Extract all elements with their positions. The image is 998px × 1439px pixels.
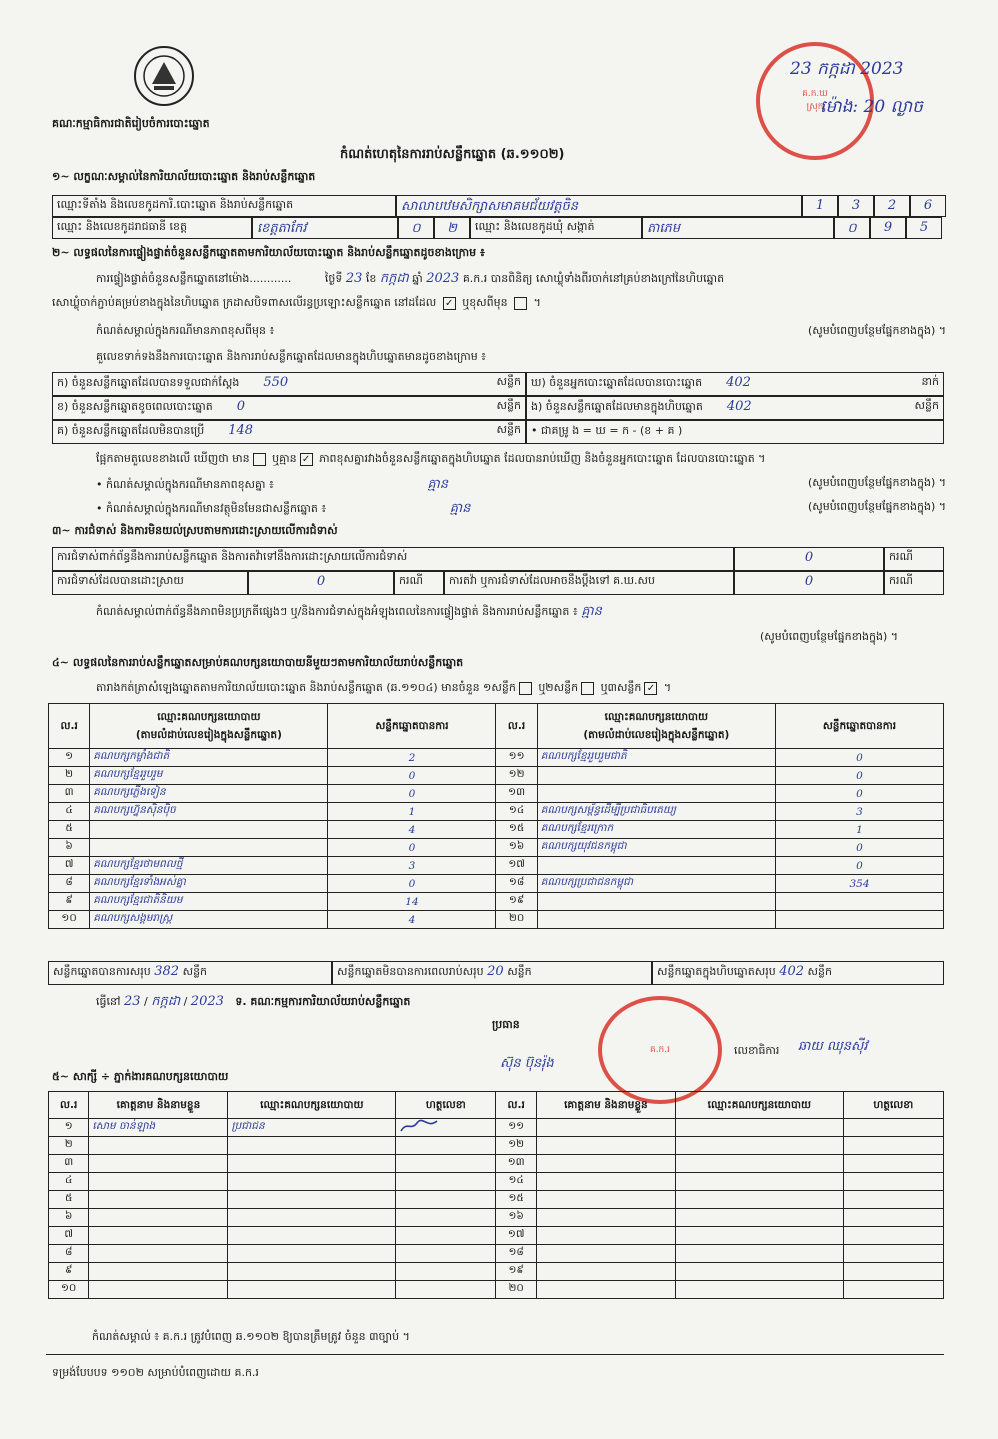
count-unit: សន្លឹក — [496, 375, 521, 388]
witness-signature — [843, 1119, 943, 1137]
party-name — [537, 911, 775, 929]
witness-party — [675, 1209, 843, 1227]
sub-intro: គួលេខទាក់ទងនឹងការបោះឆ្នោត និងការរាប់សន្លឹកឆ្នោតដែលមានក្នុងហិបឆ្នោតមានដូចខាងក្រោម ៖ — [96, 350, 487, 363]
objection-row1-value: 0 — [734, 547, 884, 571]
party-name: គណបក្សខ្មែរទាំងអស់គ្នា — [90, 875, 328, 893]
witness-name — [89, 1209, 228, 1227]
row-number: ១៦ — [496, 1209, 536, 1227]
witness-party — [675, 1191, 843, 1209]
witness-name — [536, 1155, 675, 1173]
party-votes: 0 — [775, 767, 943, 785]
witness-row — [49, 1137, 944, 1155]
witness-name — [89, 1155, 228, 1173]
footer-divider — [46, 1354, 944, 1355]
party-name — [90, 839, 328, 857]
witness-row — [49, 1209, 944, 1227]
row-number: ១៤ — [496, 1173, 536, 1191]
party-votes: 0 — [328, 767, 496, 785]
compare-line: ផ្អែកតាមតួលេខខាងលើ ឃើញថា មាន ឬគ្មាន ✓ ភាពខុសគ្នារវាងចំនួនសន្លឹកឆ្នោតក្នុងហិបឆ្នោត ដែលបានរាប់ឃើញ និងចំនួនអ្នកបោះឆ្នោត ដែលបានបោះឆ្នោត ។ — [96, 452, 766, 465]
objection-row1-unit: ករណី — [884, 547, 944, 571]
count-left-row-3 — [52, 420, 526, 444]
sheets-line: តារាងកត់ត្រាសំឡេងឆ្នោតតាមការិយាល័យបោះឆ្នោត និងរាប់សន្លឹកឆ្នោត (ឆ.១១០៤) មានចំនួន ១សន្លឹក ឬ២សន្លឹក ឬ៣សន្លឹក ✓ ។ — [96, 681, 672, 694]
party-votes: 0 — [328, 875, 496, 893]
province-code-digit-1: ០ — [398, 217, 434, 239]
witness-party — [228, 1155, 396, 1173]
done-line: ធ្វើនៅ 23 / កក្កដា / 2023 ទ. គណៈកម្មការការិយាល័យរាប់សន្លឹកឆ្នោត — [96, 994, 411, 1009]
place-value: សាលាបឋមសិក្សាសមាគមជ័យវត្តចិន — [396, 195, 802, 217]
party-votes: 0 — [328, 839, 496, 857]
witness-signature — [396, 1173, 496, 1191]
party-name: គណបក្សសម្ព័ន្ធដើម្បីប្រជាធិបតេយ្យ — [537, 803, 775, 821]
witness-row — [49, 1191, 944, 1209]
count-label: ក) ចំនួនសន្លឹកឆ្នោតដែលបានទទួលជាក់ស្តែង — [57, 376, 240, 389]
party-votes: 0 — [775, 785, 943, 803]
objection-row2b-value: 0 — [734, 571, 884, 595]
party-votes — [775, 911, 943, 929]
party-name: គណបក្សខ្មែររួបរួមជាតិ — [537, 749, 775, 767]
party-votes: 0 — [775, 749, 943, 767]
row-number: ៨ — [49, 1245, 89, 1263]
province-label: ឈ្មោះ និងលេខកូដរាជធានី ខេត្ត — [52, 217, 252, 239]
none-checkbox[interactable]: ✓ — [300, 453, 313, 466]
intro-line-1: ការផ្ទៀងផ្ទាត់ចំនួនសន្លឹកឆ្នោតនៅម៉ោង............ ថ្ងៃទី 23 ខែ កក្កដា ឆ្នាំ 2023 គ.ក.រ បានពិនិត្យ សោឃ្លុំទាំងពីរចាក់នៅគ្រប់ខាងក្រៅនៃហិបឆ្នោត — [96, 271, 725, 286]
party-votes: 354 — [775, 875, 943, 893]
objection-row2-value: 0 — [248, 571, 394, 595]
same-checkbox[interactable]: ✓ — [443, 297, 456, 310]
witness-signature — [396, 1191, 496, 1209]
section3-heading: ៣~ ការជំទាស់ និងការមិនយល់ស្របតាមការដោះស្រាយលើការជំទាស់ — [52, 524, 338, 537]
party-name: គណបក្សខ្មែររួបរួម — [90, 767, 328, 785]
witness-party — [228, 1227, 396, 1245]
witness-row — [49, 1227, 944, 1245]
row-number: ៤ — [49, 803, 90, 821]
row-number: ៥ — [49, 1191, 89, 1209]
w-col-sign-2: ហត្ថលេខា — [843, 1092, 943, 1119]
witness-party — [228, 1137, 396, 1155]
witness-signature — [843, 1281, 943, 1299]
province-value: ខេត្តតាកែវ — [252, 217, 398, 239]
col-no: ល.រ — [49, 704, 90, 749]
count-right-row-3 — [526, 420, 944, 444]
party-votes: 0 — [775, 857, 943, 875]
footer-note: កំណត់សម្គាល់ ៖ គ.ក.រ ត្រូវបំពេញ ឆ.១១០២ ឱ្យបានត្រឹមត្រូវ ចំនួន ៣ច្បាប់ ។ — [92, 1330, 410, 1343]
w-col-no: ល.រ — [49, 1092, 89, 1119]
witness-row — [49, 1263, 944, 1281]
party-votes: 1 — [775, 821, 943, 839]
witness-row — [49, 1119, 944, 1137]
vote-row — [49, 839, 944, 857]
count-value: 550 — [263, 375, 289, 390]
witness-party — [675, 1227, 843, 1245]
row-number: ៨ — [49, 875, 90, 893]
row-number: ៦ — [49, 839, 90, 857]
place-code-digit-2: 3 — [838, 195, 874, 217]
form-footer: ទម្រង់បែបបទ ១១០២ សម្រាប់បំពេញដោយ គ.ក.រ — [52, 1366, 259, 1379]
row-number: ៧ — [49, 1227, 89, 1245]
witness-signature — [396, 1119, 496, 1137]
bullet-2: • កំណត់សម្គាល់ក្នុងករណីមានវត្ថុមិនមែនជាសន្លឹកឆ្នោត ៖ គ្មាន (សូមបំពេញបន្ថែមផ្នែកខាងក្នុង) ។ — [96, 500, 946, 516]
vote-row — [49, 911, 944, 929]
witness-row — [49, 1173, 944, 1191]
witness-signature — [396, 1227, 496, 1245]
row-number: ១០ — [49, 1281, 89, 1299]
party-name — [537, 785, 775, 803]
row-number: ១៩ — [496, 1263, 536, 1281]
count-unit: សន្លឹក — [914, 399, 939, 412]
witness-party — [228, 1173, 396, 1191]
objection-row2-unit: ករណី — [394, 571, 444, 595]
vote-row — [49, 803, 944, 821]
received-stamp: គ.ក.ឃ ស្រុក — [756, 42, 874, 160]
count-unit: នាក់ — [921, 375, 939, 388]
w-col-party: ឈ្មោះគណបក្សនយោបាយ — [228, 1092, 396, 1119]
place-code-digit-3: 2 — [874, 195, 910, 217]
province-code-digit-2: ២ — [434, 217, 470, 239]
vote-row — [49, 857, 944, 875]
witness-party — [675, 1263, 843, 1281]
witness-signature — [843, 1263, 943, 1281]
party-name — [537, 767, 775, 785]
witness-name — [536, 1137, 675, 1155]
bullet-1: • កំណត់សម្គាល់ក្នុងករណីមានភាពខុសគ្នា ៖ គ្មាន (សូមបំពេញបន្ថែមផ្នែកខាងក្នុង) ។ — [96, 476, 946, 492]
commune-code-digit-3: 5 — [906, 217, 942, 239]
committee-name: គណៈកម្មាធិការជាតិរៀបចំការបោះឆ្នោត — [52, 117, 210, 130]
witness-name — [89, 1137, 228, 1155]
party-votes: 4 — [328, 821, 496, 839]
party-votes: 2 — [328, 749, 496, 767]
witness-name — [536, 1119, 675, 1137]
place-code-digit-1: 1 — [802, 195, 838, 217]
row-number: ១៨ — [496, 875, 537, 893]
has-checkbox[interactable] — [253, 453, 266, 466]
party-name: គណបក្សប្រជាជនកម្ពុជា — [537, 875, 775, 893]
party-votes: 0 — [328, 785, 496, 803]
col-votes-2: សន្លឹកឆ្នោតបានការ — [775, 704, 943, 749]
nec-emblem-icon — [132, 44, 196, 108]
vote-row — [49, 821, 944, 839]
form-title: កំណត់ហេតុនៃការរាប់សន្លឹកឆ្នោត (ឆ.១១០២) — [340, 147, 565, 162]
commune-label: ឈ្មោះ និងលេខកូដឃុំ សង្កាត់ — [470, 217, 642, 239]
vote-row — [49, 749, 944, 767]
row-number: ៣ — [49, 785, 90, 803]
count-label: គ) ចំនួនសន្លឹកឆ្នោតដែលមិនបានប្រើ — [57, 424, 205, 437]
note-diff: កំណត់សម្គាល់ក្នុងករណីមានភាពខុសពីមុន ៖ (សូមបំពេញបន្ថែមផ្នែកខាងក្នុង) ។ — [96, 324, 946, 337]
witness-party — [228, 1209, 396, 1227]
witness-signature — [396, 1155, 496, 1173]
witness-party — [675, 1173, 843, 1191]
row-number: ១៥ — [496, 1191, 536, 1209]
w-col-party-2: ឈ្មោះគណបក្សនយោបាយ — [675, 1092, 843, 1119]
row-number: ១ — [49, 1119, 89, 1137]
commune-code-digit-2: 9 — [870, 217, 906, 239]
party-votes: 3 — [775, 803, 943, 821]
witness-name — [536, 1173, 675, 1191]
party-name: គណបក្សភ្លើងទៀន — [90, 785, 328, 803]
col-votes: សន្លឹកឆ្នោតបានការ — [328, 704, 496, 749]
w-col-no-2: ល.រ — [496, 1092, 536, 1119]
witness-row — [49, 1281, 944, 1299]
party-votes: 14 — [328, 893, 496, 911]
count-label: ង) ចំនួនសន្លឹកឆ្នោតដែលមានក្នុងហិបឆ្នោត — [531, 400, 703, 413]
count-right-row-2 — [526, 396, 944, 420]
secretary-signature: ឆាយ ឈុនស៊ីវ — [798, 1039, 868, 1054]
witness-row — [49, 1155, 944, 1173]
witness-party — [675, 1137, 843, 1155]
witness-signature — [396, 1245, 496, 1263]
col-party-2: ឈ្មោះគណបក្សនយោបាយ (តាមលំដាប់លេខរៀងក្នុងសន្លឹកឆ្នោត) — [537, 704, 775, 749]
party-name: គណបក្សខ្មែរថាមពលថ្មី — [90, 857, 328, 875]
witness-signature — [843, 1137, 943, 1155]
commune-code-digit-1: ០ — [834, 217, 870, 239]
stamp-time: ម៉ោង: 20 ល្ងាច — [820, 97, 923, 117]
witness-signature — [396, 1281, 496, 1299]
vote-row — [49, 875, 944, 893]
party-votes — [775, 893, 943, 911]
intro-line-2: សោឃ្លុំចាក់ភ្ជាប់គម្រប់ខាងក្នុងនៃហិបឆ្នោត ក្រដាសបិទពាសលើរន្ធប្រឡោះសន្លឹកឆ្នោត នៅដដែល ✓ ឬខុសពីមុន ។ — [52, 296, 541, 309]
witness-party: ប្រជាជន — [228, 1119, 396, 1137]
row-number: ១៣ — [496, 1155, 536, 1173]
witness-signature — [843, 1227, 943, 1245]
vote-row — [49, 893, 944, 911]
w-col-sign: ហត្ថលេខា — [396, 1092, 496, 1119]
witness-party — [675, 1245, 843, 1263]
witness-party — [228, 1245, 396, 1263]
row-number: ២ — [49, 1137, 89, 1155]
count-label: • ជាគម្រូ ង = ឃ = ក - (ខ + គ ) — [531, 424, 683, 437]
stamp-date: 23 កក្កដា 2023 — [790, 59, 904, 79]
witness-signature — [843, 1173, 943, 1191]
witness-name — [89, 1227, 228, 1245]
objection-row2-label: ការជំទាស់ដែលបានដោះស្រាយ — [52, 571, 248, 595]
three-sheet-checkbox[interactable]: ✓ — [644, 682, 657, 695]
witness-signature — [396, 1209, 496, 1227]
row-number: ៥ — [49, 821, 90, 839]
count-value: 402 — [726, 399, 752, 414]
objection-row2b-unit: ករណី — [884, 571, 944, 595]
row-number: ១៨ — [496, 1245, 536, 1263]
witness-name — [536, 1191, 675, 1209]
row-number: ១១ — [496, 1119, 536, 1137]
section4-heading: ៤~ លទ្ធផលនៃការរាប់សន្លឹកឆ្នោតសម្រាប់គណបក្សនយោបាយនីមួយៗតាមការិយាល័យរាប់សន្លឹកឆ្នោត — [52, 656, 464, 669]
row-number: ១ — [49, 749, 90, 767]
witness-name — [89, 1173, 228, 1191]
witness-party — [228, 1191, 396, 1209]
witness-party — [228, 1263, 396, 1281]
objection-row1-label: ការជំទាស់ពាក់ព័ន្ធនឹងការរាប់សន្លឹកឆ្នោត និងការតវ៉ាទៅនឹងការដោះស្រាយលើការជំទាស់ — [52, 547, 734, 571]
party-votes: 3 — [328, 857, 496, 875]
witness-signature — [843, 1191, 943, 1209]
section1-heading: ១~ លក្ខណៈសម្គាល់នៃការិយាល័យបោះឆ្នោត និងរាប់សន្លឹកឆ្នោត — [52, 170, 316, 183]
w-col-name: គោត្តនាម និងនាមខ្លួន — [89, 1092, 228, 1119]
sum-total: សន្លឹកឆ្នោតក្នុងហិបឆ្នោតសរុប 402 សន្លឹក — [652, 961, 944, 985]
witness-name — [536, 1245, 675, 1263]
count-value: 0 — [236, 399, 246, 414]
row-number: ៦ — [49, 1209, 89, 1227]
count-label: ឃ) ចំនួនអ្នកបោះឆ្នោតដែលបានបោះឆ្នោត — [531, 376, 703, 389]
witness-name — [536, 1263, 675, 1281]
votes-table — [48, 703, 944, 929]
row-number: ១៧ — [496, 857, 537, 875]
witness-name — [536, 1281, 675, 1299]
witness-party — [675, 1281, 843, 1299]
witness-row — [49, 1245, 944, 1263]
party-votes: 4 — [328, 911, 496, 929]
count-value: 148 — [228, 423, 254, 438]
witness-name — [89, 1245, 228, 1263]
party-name — [537, 893, 775, 911]
witness-name — [89, 1191, 228, 1209]
committee-stamp: គ.ក.រ — [598, 996, 722, 1104]
vote-row — [49, 785, 944, 803]
place-code-digit-4: 6 — [910, 195, 946, 217]
party-name: គណបក្សសង្គមរាស្ត្រ — [90, 911, 328, 929]
count-label: ខ) ចំនួនសន្លឹកឆ្នោតខូចពេលបោះឆ្នោត — [57, 400, 213, 413]
party-name — [537, 857, 775, 875]
section2-heading: ២~ លទ្ធផលនៃការផ្ទៀងផ្ទាត់ចំនួនសន្លឹកឆ្នោតតាមការិយាល័យបោះឆ្នោត និងរាប់សន្លឹកឆ្នោតដូចខាងក្រោម ៖ — [52, 246, 485, 259]
w-col-name-2: គោត្តនាម និងនាមខ្លួន — [536, 1092, 675, 1119]
party-name: គណបក្សកម្លាំងជាតិ — [90, 749, 328, 767]
row-number: ២០ — [496, 1281, 536, 1299]
count-unit: សន្លឹក — [496, 399, 521, 412]
party-votes: 0 — [775, 839, 943, 857]
one-sheet-checkbox[interactable] — [519, 682, 532, 695]
sum-invalid: សន្លឹកឆ្នោតមិនបានការពេលរាប់សរុប 20 សន្លឹក — [332, 961, 652, 985]
count-left-row-2 — [52, 396, 526, 420]
witness-name — [89, 1281, 228, 1299]
party-name: គណបក្សខ្មែរជាតិនិយម — [90, 893, 328, 911]
witness-name — [536, 1209, 675, 1227]
witness-name: សោម ចាន់ឡាង — [89, 1119, 228, 1137]
count-unit: សន្លឹក — [496, 423, 521, 436]
witness-signature — [396, 1263, 496, 1281]
place-label: ឈ្មោះទីតាំង និងលេខកូដការិ.បោះឆ្នោត និងរាប់សន្លឹកឆ្នោត — [52, 195, 396, 217]
row-number: ១០ — [49, 911, 90, 929]
row-number: ២០ — [496, 911, 537, 929]
count-value: 402 — [726, 375, 751, 390]
row-number: ១៣ — [496, 785, 537, 803]
row-number: ១១ — [496, 749, 537, 767]
count-right-row-1 — [526, 372, 944, 396]
row-number: ៧ — [49, 857, 90, 875]
row-number: ៩ — [49, 1263, 89, 1281]
row-number: ៤ — [49, 1173, 89, 1191]
witness-signature — [843, 1209, 943, 1227]
party-name — [90, 821, 328, 839]
row-number: ២ — [49, 767, 90, 785]
witness-signature — [396, 1137, 496, 1155]
party-name: គណបក្សយុវជនកម្ពុជា — [537, 839, 775, 857]
party-votes: 1 — [328, 803, 496, 821]
row-number: ៣ — [49, 1155, 89, 1173]
secretary-label: លេខាធិការ — [734, 1044, 780, 1057]
chair-label: ប្រធាន — [492, 1018, 520, 1031]
witness-party — [228, 1281, 396, 1299]
irregularity-hint: (សូមបំពេញបន្ថែមផ្នែកខាងក្នុង) ។ — [760, 630, 899, 643]
party-name: គណបក្សហ្វ៊ុនស៊ិនប៉ិច — [90, 803, 328, 821]
party-name: គណបក្សខ្មែរក្រោក — [537, 821, 775, 839]
row-number: ១៥ — [496, 821, 537, 839]
col-party: ឈ្មោះគណបក្សនយោបាយ (តាមលំដាប់លេខរៀងក្នុងសន្លឹកឆ្នោត) — [90, 704, 328, 749]
different-checkbox[interactable] — [514, 297, 527, 310]
section5-heading: ៥~ សាក្សី ÷ ភ្នាក់ងារគណបក្សនយោបាយ — [52, 1070, 229, 1083]
commune-value: តាភេម — [642, 217, 834, 239]
witness-party — [675, 1155, 843, 1173]
col-no-2: ល.រ — [496, 704, 537, 749]
row-number: ១៦ — [496, 839, 537, 857]
witness-signature — [843, 1155, 943, 1173]
row-number: ៩ — [49, 893, 90, 911]
objection-row2b-label: ការតវ៉ា ឬការជំទាស់ដែលអាចនឹងប្តឹងទៅ គ.ឃ.សប — [444, 571, 734, 595]
witness-name — [536, 1227, 675, 1245]
irregularity-note: កំណត់សម្គាល់ពាក់ព័ន្ធនឹងភាពមិនប្រក្រតីផ្សេងៗ ឬ/និងការជំទាស់ក្នុងអំឡុងពេលនៃការផ្ទៀងផ្ទាត់ និងការរាប់សន្លឹកឆ្នោត ៖ គ្មាន — [96, 604, 602, 619]
witness-table — [48, 1091, 944, 1299]
witness-name — [89, 1263, 228, 1281]
witness-signature — [843, 1245, 943, 1263]
count-left-row-1 — [52, 372, 526, 396]
row-number: ១៤ — [496, 803, 537, 821]
chair-signature: ស៊ុន ប៊ុនរ៉ុង — [500, 1056, 554, 1071]
row-number: ១២ — [496, 1137, 536, 1155]
two-sheet-checkbox[interactable] — [581, 682, 594, 695]
sum-valid: សន្លឹកឆ្នោតបានការសរុប 382 សន្លឹក — [48, 961, 332, 985]
row-number: ១៩ — [496, 893, 537, 911]
witness-party — [675, 1119, 843, 1137]
vote-row — [49, 767, 944, 785]
row-number: ១២ — [496, 767, 537, 785]
row-number: ១៧ — [496, 1227, 536, 1245]
